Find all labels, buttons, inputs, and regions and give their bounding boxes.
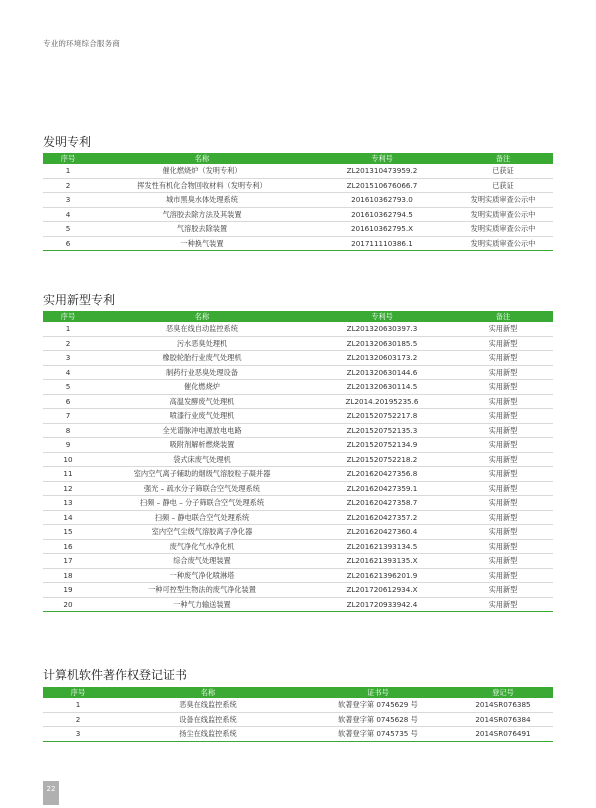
table-cell: 已获证 <box>453 164 553 178</box>
table-cell: 实用新型 <box>453 380 553 395</box>
table-cell: 4 <box>43 207 93 222</box>
page-number: 22 <box>43 781 59 805</box>
table-cell: 5 <box>43 380 93 395</box>
table-row <box>43 539 553 554</box>
table-row <box>43 351 553 366</box>
table-cell: 实用新型 <box>453 409 553 424</box>
table-cell: 室内空气尘级气溶胶离子净化器 <box>93 525 311 540</box>
table-row <box>43 178 553 193</box>
column-header: 名称 <box>93 311 311 322</box>
table-cell: 实用新型 <box>453 423 553 438</box>
table-cell: 恶臭在线监控系统 <box>113 698 303 712</box>
table-row <box>43 583 553 598</box>
column-header: 备注 <box>453 153 553 164</box>
column-header: 序号 <box>43 311 93 322</box>
table-header-row <box>43 311 553 322</box>
table-cell: ZL201320630397.3 <box>311 322 453 336</box>
section-title-invention-patents: 发明专利 <box>43 135 92 149</box>
table-cell: 已获证 <box>453 178 553 193</box>
table-cell: ZL201620427357.2 <box>311 510 453 525</box>
table-cell: 15 <box>43 525 93 540</box>
table-cell: ZL201720933942.4 <box>311 597 453 612</box>
software-copyright-table <box>43 687 553 742</box>
utility-patents-table <box>43 311 553 612</box>
table-row <box>43 423 553 438</box>
table-row <box>43 481 553 496</box>
table-cell: ZL201620427356.8 <box>311 467 453 482</box>
table-row <box>43 336 553 351</box>
table-row <box>43 597 553 612</box>
table-cell: 实用新型 <box>453 452 553 467</box>
table-cell: 201610362795.X <box>311 222 453 237</box>
header-tagline: 专业的环境综合服务商 <box>43 39 120 48</box>
table-cell: 室内空气离子辅助的烟级气溶胶粒子凝并器 <box>93 467 311 482</box>
table-cell: 发明实质审查公示中 <box>453 222 553 237</box>
section-title-software-copyright: 计算机软件著作权登记证书 <box>43 668 188 682</box>
table-cell: 2 <box>43 178 93 193</box>
table-cell: 实用新型 <box>453 583 553 598</box>
table-cell: 喷漆行业废气处理机 <box>93 409 311 424</box>
column-header: 备注 <box>453 311 553 322</box>
table-cell: 11 <box>43 467 93 482</box>
column-header: 登记号 <box>453 687 553 698</box>
table-cell: 制药行业恶臭处理设备 <box>93 365 311 380</box>
table-cell: 16 <box>43 539 93 554</box>
table-cell: ZL201720612934.X <box>311 583 453 598</box>
table-cell: 14 <box>43 510 93 525</box>
table-cell: ZL201520752134.9 <box>311 438 453 453</box>
table-cell: 污水恶臭处理机 <box>93 336 311 351</box>
table-cell: 催化燃烧炉 <box>93 380 311 395</box>
invention-patents-table <box>43 153 553 251</box>
table-row <box>43 380 553 395</box>
table-cell: 软著登字第 0745735 号 <box>303 727 453 742</box>
table-cell: ZL201621393134.5 <box>311 539 453 554</box>
table-cell: 1 <box>43 322 93 336</box>
table-cell: ZL201310473959.2 <box>311 164 453 178</box>
table-cell: 恶臭在线自动监控系统 <box>93 322 311 336</box>
table-row <box>43 222 553 237</box>
table-cell: 气溶胶去除方法及其装置 <box>93 207 311 222</box>
table-row <box>43 438 553 453</box>
table-cell: ZL201520752217.8 <box>311 409 453 424</box>
table-cell: 扬尘在线监控系统 <box>113 727 303 742</box>
table-header-row <box>43 687 553 698</box>
table-row <box>43 712 553 727</box>
table-cell: 17 <box>43 554 93 569</box>
table-cell: 19 <box>43 583 93 598</box>
table-cell: 实用新型 <box>453 597 553 612</box>
table-cell: 实用新型 <box>453 539 553 554</box>
column-header: 序号 <box>43 153 93 164</box>
table-cell: 3 <box>43 351 93 366</box>
table-row <box>43 365 553 380</box>
table-cell: 2 <box>43 712 113 727</box>
table-row <box>43 727 553 742</box>
table-row <box>43 698 553 712</box>
table-cell: 实用新型 <box>453 554 553 569</box>
table-cell: 7 <box>43 409 93 424</box>
table-cell: 吸附剂解析燃烧装置 <box>93 438 311 453</box>
table-cell: 1 <box>43 164 93 178</box>
table-cell: ZL201320603173.2 <box>311 351 453 366</box>
table-cell: 一种气力输送装置 <box>93 597 311 612</box>
table-cell: 2014SR076385 <box>453 698 553 712</box>
table-cell: ZL201320630114.5 <box>311 380 453 395</box>
table-cell: 13 <box>43 496 93 511</box>
table-cell: 设备在线监控系统 <box>113 712 303 727</box>
table-cell: 催化燃烧炉（发明专利） <box>93 164 311 178</box>
table-cell: ZL201621393135.X <box>311 554 453 569</box>
table-cell: 1 <box>43 698 113 712</box>
table-cell: 9 <box>43 438 93 453</box>
table-cell: 软著登字第 0745629 号 <box>303 698 453 712</box>
column-header: 序号 <box>43 687 113 698</box>
table-cell: 4 <box>43 365 93 380</box>
table-cell: ZL201520752218.2 <box>311 452 453 467</box>
column-header: 名称 <box>93 153 311 164</box>
table-cell: 实用新型 <box>453 467 553 482</box>
table-cell: ZL201620427359.1 <box>311 481 453 496</box>
table-row <box>43 467 553 482</box>
table-cell: 201610362794.5 <box>311 207 453 222</box>
table-cell: 实用新型 <box>453 568 553 583</box>
table-cell: 6 <box>43 236 93 251</box>
table-cell: 高温发酵废气处理机 <box>93 394 311 409</box>
table-cell: 城市黑臭水体处理系统 <box>93 193 311 208</box>
table-cell: 实用新型 <box>453 438 553 453</box>
table-cell: 201711110386.1 <box>311 236 453 251</box>
table-row <box>43 452 553 467</box>
table-cell: 袋式床废气处理机 <box>93 452 311 467</box>
table-cell: 实用新型 <box>453 496 553 511</box>
table-cell: 8 <box>43 423 93 438</box>
table-row <box>43 409 553 424</box>
table-cell: 扫频 – 静电联合空气处理系统 <box>93 510 311 525</box>
table-cell: ZL201620427358.7 <box>311 496 453 511</box>
table-cell: 6 <box>43 394 93 409</box>
table-cell: 一种换气装置 <box>93 236 311 251</box>
table-row <box>43 525 553 540</box>
table-cell: ZL201520752135.3 <box>311 423 453 438</box>
table-cell: 一种可控型生物法的废气净化装置 <box>93 583 311 598</box>
table-cell: 软著登字第 0745628 号 <box>303 712 453 727</box>
table-cell: 实用新型 <box>453 336 553 351</box>
table-cell: 5 <box>43 222 93 237</box>
table-cell: ZL201320630144.6 <box>311 365 453 380</box>
table-cell: 实用新型 <box>453 351 553 366</box>
column-header: 证书号 <box>303 687 453 698</box>
column-header: 专利号 <box>311 311 453 322</box>
table-cell: ZL2014.20195235.6 <box>311 394 453 409</box>
table-cell: 实用新型 <box>453 481 553 496</box>
table-cell: 实用新型 <box>453 394 553 409</box>
table-cell: 扫频 – 静电 – 分子筛联合空气处理系统 <box>93 496 311 511</box>
table-cell: 3 <box>43 193 93 208</box>
table-cell: 3 <box>43 727 113 742</box>
table-cell: 201610362793.0 <box>311 193 453 208</box>
table-cell: 10 <box>43 452 93 467</box>
table-cell: 发明实质审查公示中 <box>453 207 553 222</box>
table-cell: 发明实质审查公示中 <box>453 236 553 251</box>
table-cell: ZL201621396201.9 <box>311 568 453 583</box>
column-header: 名称 <box>113 687 303 698</box>
table-cell: ZL201320630185.5 <box>311 336 453 351</box>
table-cell: 2014SR076491 <box>453 727 553 742</box>
table-cell: 发明实质审查公示中 <box>453 193 553 208</box>
table-row <box>43 193 553 208</box>
table-row <box>43 554 553 569</box>
table-header-row <box>43 153 553 164</box>
table-cell: 实用新型 <box>453 322 553 336</box>
table-cell: 2 <box>43 336 93 351</box>
table-cell: 实用新型 <box>453 365 553 380</box>
table-cell: 橡胶轮胎行业废气处理机 <box>93 351 311 366</box>
table-cell: 一种废气净化喷淋塔 <box>93 568 311 583</box>
column-header: 专利号 <box>311 153 453 164</box>
table-cell: 2014SR076384 <box>453 712 553 727</box>
table-row <box>43 164 553 178</box>
table-cell: 挥发性有机化合物回收材料（发明专利） <box>93 178 311 193</box>
table-row <box>43 568 553 583</box>
table-row <box>43 207 553 222</box>
table-cell: 综合废气处理装置 <box>93 554 311 569</box>
table-cell: 实用新型 <box>453 525 553 540</box>
table-row <box>43 510 553 525</box>
table-cell: ZL201510676066.7 <box>311 178 453 193</box>
table-cell: 废气净化气水净化机 <box>93 539 311 554</box>
section-title-utility-patents: 实用新型专利 <box>43 293 116 307</box>
table-row <box>43 496 553 511</box>
table-row <box>43 322 553 336</box>
table-cell: 气溶胶去除装置 <box>93 222 311 237</box>
table-row <box>43 236 553 251</box>
table-cell: 18 <box>43 568 93 583</box>
table-cell: 实用新型 <box>453 510 553 525</box>
table-row <box>43 394 553 409</box>
table-cell: 强光 – 疏水分子筛联合空气处理系统 <box>93 481 311 496</box>
table-cell: ZL201620427360.4 <box>311 525 453 540</box>
table-cell: 全光谱脉冲电源放电电路 <box>93 423 311 438</box>
table-cell: 12 <box>43 481 93 496</box>
table-cell: 20 <box>43 597 93 612</box>
